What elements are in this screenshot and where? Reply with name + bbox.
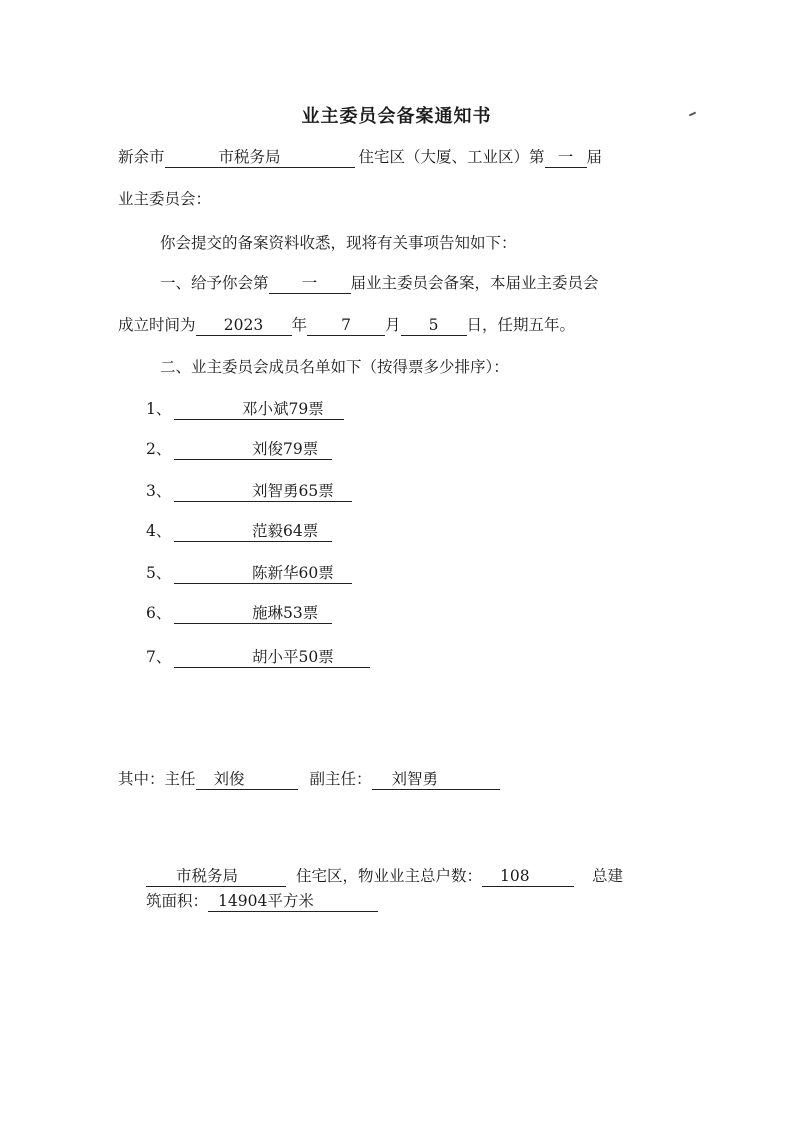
member-item — [146, 562, 352, 584]
vice-chair-name: 刘智勇 — [391, 770, 439, 788]
member-name: 刘俊79票 — [252, 440, 319, 458]
day-field: 5 — [401, 315, 467, 336]
officers-line — [118, 768, 500, 790]
member-field — [174, 439, 332, 460]
member-item — [146, 480, 352, 502]
chair-label: 其中：主任 — [118, 770, 196, 788]
header-line — [118, 146, 602, 168]
member-field — [174, 521, 332, 542]
total-area-value: 14904平方米 — [218, 892, 314, 910]
chair-name: 刘俊 — [213, 770, 245, 788]
member-number: 3、 — [146, 482, 172, 500]
member-number: 2、 — [146, 440, 172, 458]
member-field — [174, 647, 370, 668]
summary-area-name: 市税务局 — [176, 867, 239, 885]
member-name: 刘智勇65票 — [252, 482, 334, 500]
households-label: 住宅区，物业业主总户数： — [296, 867, 483, 885]
item2-text: 二、业主委员会成员名单如下（按得票多少排序）： — [160, 358, 509, 376]
member-number: 6、 — [146, 604, 172, 622]
households-field — [482, 866, 574, 887]
summary-line — [146, 865, 623, 887]
member-name: 邓小斌79票 — [242, 400, 324, 418]
item1-suffix: 届业主委员会备案，本届业主委员会 — [350, 274, 599, 292]
page-title: 业主委员会备案通知书 — [301, 106, 492, 127]
member-item — [146, 520, 332, 542]
month-label: 月 — [385, 316, 401, 334]
households-value: 108 — [500, 867, 530, 885]
member-item — [146, 646, 370, 668]
member-name: 施琳53票 — [252, 604, 319, 622]
item1-prefix: 一、给予你会第 — [160, 274, 269, 292]
total-area-field — [208, 891, 378, 912]
member-name: 范毅64票 — [252, 522, 319, 540]
summary-line-2 — [146, 890, 378, 912]
session-number-field: 一 — [545, 147, 587, 168]
member-name: 陈新华60票 — [252, 564, 334, 582]
member-field — [174, 603, 332, 624]
month-field: 7 — [307, 315, 385, 336]
session-suffix: 届 — [586, 148, 603, 166]
item1-session-field: 一 — [269, 273, 351, 294]
member-item — [146, 398, 344, 420]
member-number: 5、 — [146, 564, 172, 582]
summary-area-field — [146, 866, 286, 887]
member-number: 4、 — [146, 522, 172, 540]
area-name-value: 市税务局 — [218, 148, 281, 166]
total-area-label-part2: 筑面积： — [146, 892, 209, 910]
day-label: 日，任期五年。 — [466, 316, 576, 334]
intro-text: 你会提交的备案资料收悉，现将有关事项告知如下： — [160, 234, 517, 252]
vice-chair-field — [372, 769, 500, 790]
member-field — [174, 563, 352, 584]
total-area-label-part1: 总建 — [592, 867, 624, 885]
city-text: 新余市 — [118, 148, 165, 166]
member-number: 7、 — [146, 648, 172, 666]
member-item — [146, 602, 332, 624]
vice-chair-label: 副主任： — [309, 770, 372, 788]
member-field — [174, 399, 344, 420]
member-item — [146, 438, 332, 460]
year-field: 2023 — [196, 315, 292, 336]
zone-text: 住宅区（大厦、工业区）第 — [358, 148, 545, 166]
year-label: 年 — [291, 316, 308, 334]
chair-field — [196, 769, 298, 790]
member-name: 胡小平50票 — [252, 648, 334, 666]
member-field — [174, 481, 352, 502]
member-number: 1、 — [146, 400, 172, 418]
addressee: 业主委员会： — [118, 190, 212, 208]
area-name-field — [165, 147, 355, 168]
established-line — [118, 314, 575, 336]
established-prefix: 成立时间为 — [118, 316, 196, 334]
item1-line — [160, 272, 599, 294]
